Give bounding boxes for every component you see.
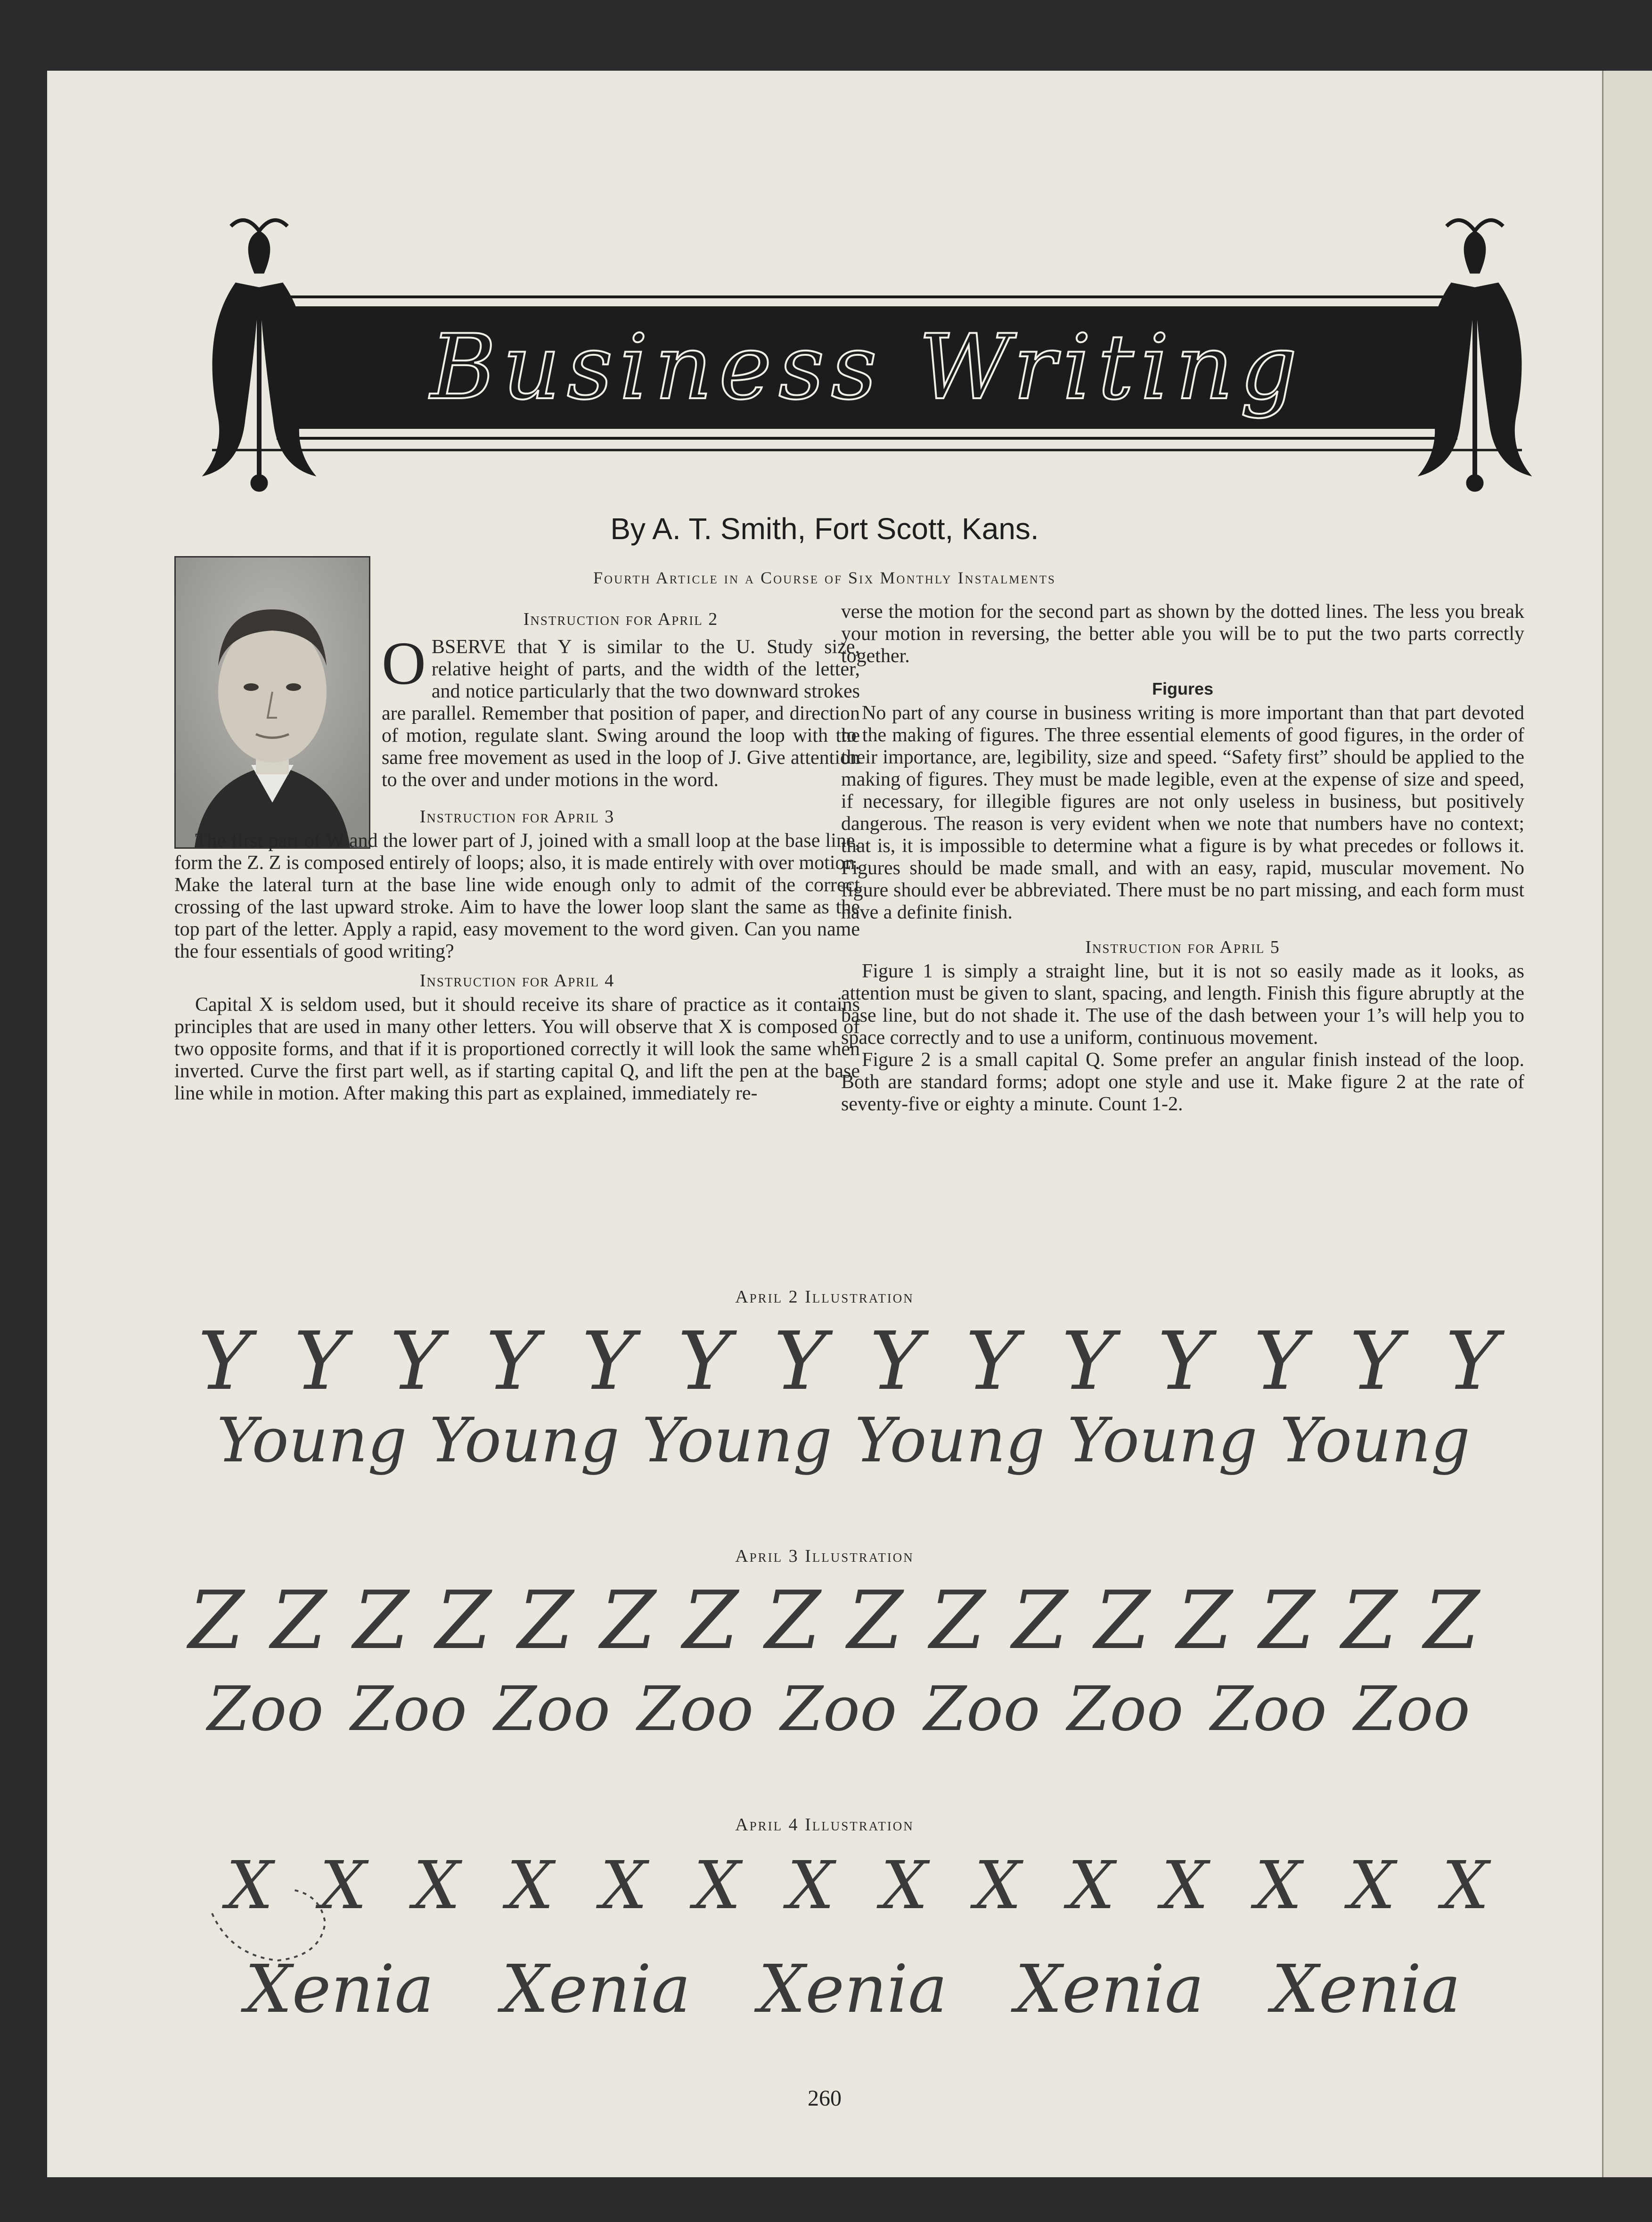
script-letter-x: X <box>694 1847 741 1924</box>
april3-letter-row <box>188 1574 1480 1667</box>
script-letter-y: Y <box>390 1315 443 1408</box>
script-word-young: Young <box>642 1404 833 1476</box>
page-number: 260 <box>808 2086 842 2111</box>
april4-heading: Instruction for April 4 <box>419 971 615 991</box>
april5-text2: Figure 2 is a small capital Q. Some prefer an angular finish instead of the loop. Both are standard forms; adopt one style and use it. Make figure 2 at the rate of seventy-five or eighty a minute. Count 1-2. <box>841 1049 1524 1115</box>
april2-heading: Instruction for April 2 <box>523 609 719 629</box>
left-column <box>382 608 860 632</box>
script-letter-x: X <box>1068 1847 1115 1924</box>
left-column-body <box>174 630 860 1105</box>
script-letter-z: Z <box>188 1574 245 1667</box>
script-letter-z: Z <box>765 1574 821 1667</box>
script-letter-z: Z <box>1259 1574 1315 1667</box>
script-letter-z: Z <box>270 1574 327 1667</box>
script-letter-z: Z <box>600 1574 656 1667</box>
script-letter-y: Y <box>774 1315 827 1408</box>
april5-text1: Figure 1 is simply a straight line, but it is not so easily made as it looks, as attention must be given to slant, spacing, and length. Finish this figure abruptly at the base line, but do not shade it. The use of the dash between your 1’s will help you to space correctly and to use a uniform, continuous movement. <box>841 960 1524 1049</box>
script-letter-y: Y <box>198 1315 251 1408</box>
script-letter-x: X <box>1442 1847 1489 1924</box>
april2-text: BSERVE that Y is similar to the U. Study size, relative height of parts, and the width of the letter, and notice particularly that the two downward strokes are parallel. Remember that position of paper, and direction of motion, regulate slant. Swing around the loop with the same free movement as used in the loop of J. Give attention to the over and under motions in the word. <box>382 636 860 791</box>
script-word-xenia: Xenia <box>758 1951 948 2028</box>
script-word-zoo: Zoo <box>207 1673 324 1745</box>
script-word-xenia: Xenia <box>501 1951 691 2028</box>
script-letter-z: Z <box>847 1574 903 1667</box>
script-letter-z: Z <box>930 1574 986 1667</box>
script-letter-y: Y <box>1157 1315 1210 1408</box>
april2-illustration-title: April 2 Illustration <box>735 1287 914 1307</box>
script-letter-y: Y <box>678 1315 731 1408</box>
title-banner <box>184 212 1550 514</box>
script-letter-x: X <box>507 1847 554 1924</box>
script-letter-x: X <box>1161 1847 1209 1924</box>
script-word-zoo: Zoo <box>1354 1673 1470 1745</box>
script-letter-x: X <box>413 1847 460 1924</box>
script-letter-x: X <box>600 1847 647 1924</box>
april3-word-row <box>207 1673 1470 1745</box>
script-letter-y: Y <box>965 1315 1019 1408</box>
script-letter-x: X <box>1348 1847 1396 1924</box>
script-letter-x: X <box>787 1847 834 1924</box>
script-word-zoo: Zoo <box>637 1673 754 1745</box>
script-letter-y: Y <box>1445 1315 1498 1408</box>
april4-illustration-title: April 4 Illustration <box>735 1815 914 1835</box>
left-ornament-icon <box>203 220 316 492</box>
script-word-xenia: Xenia <box>1272 1951 1461 2028</box>
script-letter-x: X <box>881 1847 928 1924</box>
script-letter-x: X <box>226 1847 273 1924</box>
script-word-xenia: Xenia <box>1015 1951 1204 2028</box>
script-letter-x: X <box>974 1847 1022 1924</box>
script-word-young: Young <box>217 1404 407 1476</box>
script-letter-z: Z <box>1423 1574 1480 1667</box>
script-word-young: Young <box>429 1404 620 1476</box>
april3-heading: Instruction for April 3 <box>419 807 615 827</box>
magazine-page <box>47 71 1602 2177</box>
figures-heading: Figures <box>1152 679 1214 698</box>
script-letter-z: Z <box>1177 1574 1233 1667</box>
script-word-young: Young <box>854 1404 1045 1476</box>
april3-illustration-title: April 3 Illustration <box>735 1546 914 1566</box>
script-word-young: Young <box>1280 1404 1470 1476</box>
april4-text: Capital X is seldom used, but it should receive its share of practice as it contains principles that are used in many other letters. You will observe that X is composed of two opposite forms, and that if it is proportioned correctly it will look the same when inverted. Curve the first part well, as if starting capital Q, and lift the pen at the base line while in motion. After making this part as explained, immediately re- <box>174 994 860 1104</box>
script-letter-z: Z <box>353 1574 409 1667</box>
script-word-zoo: Zoo <box>924 1673 1040 1745</box>
script-letter-x: X <box>1255 1847 1302 1924</box>
script-letter-z: Z <box>682 1574 738 1667</box>
script-letter-z: Z <box>1341 1574 1398 1667</box>
april5-heading: Instruction for April 5 <box>1085 937 1280 957</box>
script-letter-y: Y <box>294 1315 347 1408</box>
banner-title: Business Writing <box>430 315 1304 419</box>
script-word-young: Young <box>1067 1404 1258 1476</box>
script-word-zoo: Zoo <box>494 1673 611 1745</box>
figures-text: No part of any course in business writing is more important than that part devoted to the making of figures. The three essential elements of good figures, in the order of their importance, are, legibility, size and speed. “Safety first” should be applied to the making of figures. They must be made legible, even at the expense of size and speed, if necessary, for illegible figures are not only useless in business, but positively dangerous. The reason is very evident when we note that numbers have no context; that is, it is impossible to determine what a figure is by what precedes or follows it. Figures should be made small, and with an easy, rapid, muscular movement. No figure should ever be abbreviated. There must be no part missing, and each form must have a definite finish. <box>841 702 1524 923</box>
script-word-zoo: Zoo <box>1067 1673 1184 1745</box>
script-word-zoo: Zoo <box>351 1673 467 1745</box>
april3-text: The first part of W and the lower part of J, joined with a small loop at the base line, form the Z. Z is composed entirely of loops; also, it is made entirely with over motion. Make the lateral turn at the base line wide enough only to admit of the correct crossing of the last upward stroke. Aim to have the lower loop slant the same as the top part of the letter. Apply a rapid, easy movement to the word given. Can you name the four essentials of good writing? <box>174 830 860 962</box>
script-word-zoo: Zoo <box>1210 1673 1327 1745</box>
dropcap-o: O <box>382 630 426 697</box>
april2-letter-row <box>198 1315 1498 1408</box>
april2-word-row <box>217 1404 1470 1476</box>
april4-letter-row <box>226 1847 1489 1924</box>
script-letter-y: Y <box>486 1315 539 1408</box>
script-letter-y: Y <box>869 1315 923 1408</box>
right-ornament-icon <box>1418 220 1531 492</box>
april2-paragraph <box>174 630 860 791</box>
april4-word-row <box>245 1951 1461 2028</box>
script-letter-x: X <box>319 1847 367 1924</box>
script-letter-y: Y <box>1062 1315 1115 1408</box>
script-letter-z: Z <box>1094 1574 1150 1667</box>
series-subtitle: Fourth Article in a Course of Six Monthly Instalments <box>593 568 1056 587</box>
script-letter-y: Y <box>1253 1315 1307 1408</box>
script-letter-z: Z <box>518 1574 574 1667</box>
script-word-zoo: Zoo <box>780 1673 897 1745</box>
script-word-xenia: Xenia <box>245 1951 434 2028</box>
adjacent-page-edge <box>1602 71 1652 2177</box>
byline: By A. T. Smith, Fort Scott, Kans. <box>610 512 1039 546</box>
script-letter-z: Z <box>435 1574 491 1667</box>
continued-text: verse the motion for the second part as shown by the dotted lines. The less you break your motion in reversing, the better able you will be to put the two parts correctly together. <box>841 601 1524 667</box>
script-letter-z: Z <box>1012 1574 1068 1667</box>
script-letter-y: Y <box>581 1315 635 1408</box>
script-letter-y: Y <box>1349 1315 1403 1408</box>
right-column <box>841 601 1524 1115</box>
